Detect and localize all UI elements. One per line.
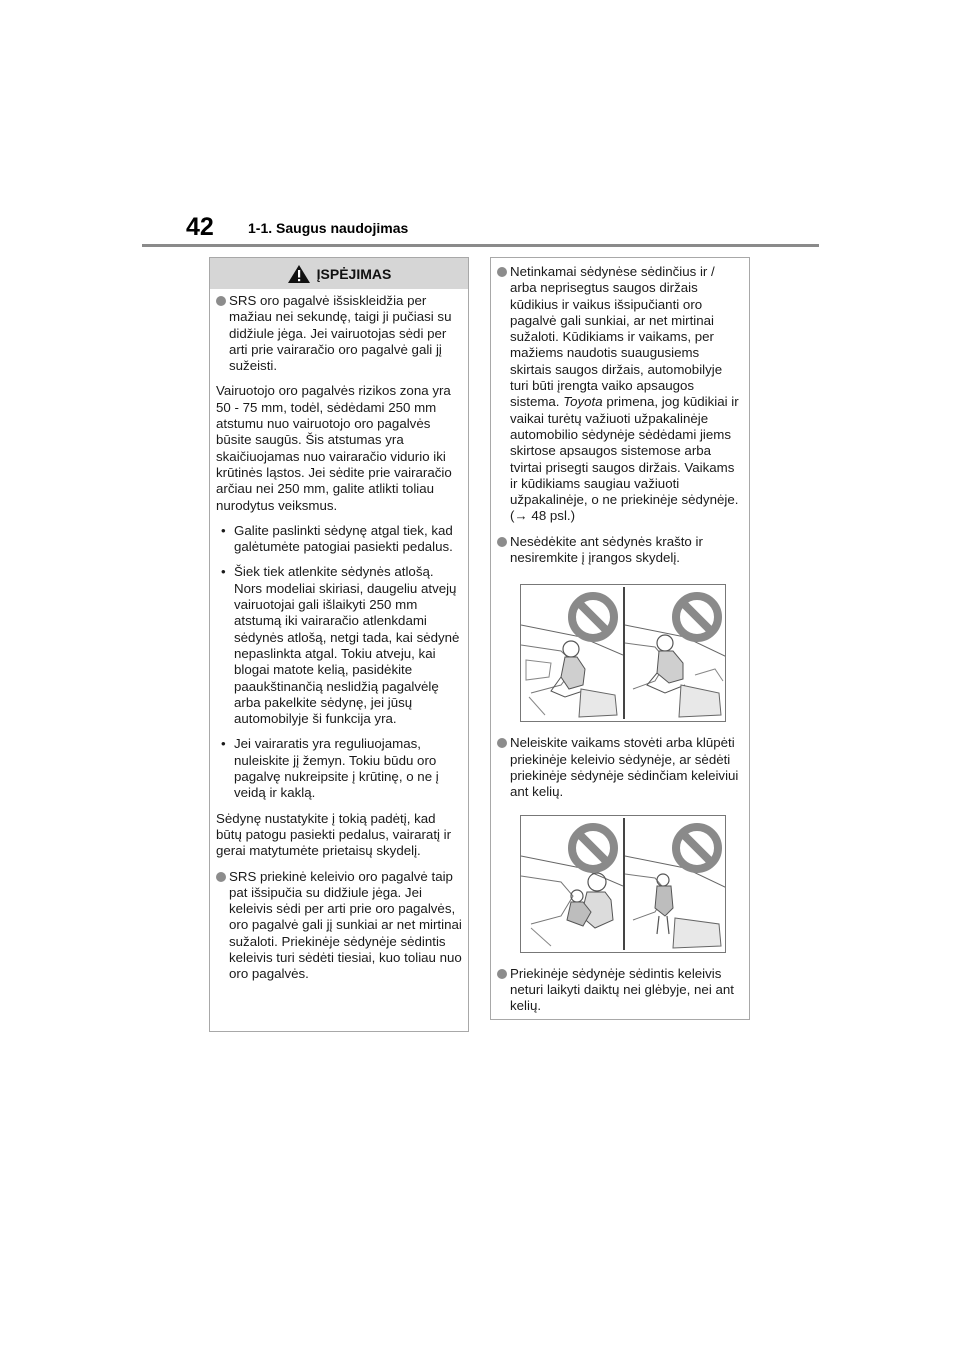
list-item: Nesėdėkite ant sėdynės krašto ir nesiremkite į įrangos skydelį. (497, 534, 744, 567)
warning-triangle-icon (287, 264, 311, 284)
bullet-dot-icon (216, 296, 226, 306)
bullet-dot-icon (497, 267, 507, 277)
illustration-panel (625, 585, 726, 721)
prohibition-icon (567, 591, 619, 643)
paragraph: Sėdynę nustatykite į tokią padėtį, kad būtų patogu pasiekti pedalus, vairaratį ir gerai matytumėte prietaisų skydelį. (216, 810, 452, 859)
warning-header (210, 258, 468, 289)
warning-title: ĮSPĖJIMAS (316, 265, 392, 282)
sub-list-item: • Jei vairaratis yra reguliuojamas, nuleiskite jį žemyn. Tokiu būdu oro pagalvę nukreipsite į krūtinę, o ne į veidą ir kaklą. (221, 736, 439, 801)
illustration-leaning-passenger (520, 584, 726, 722)
illustration-panel (521, 585, 623, 721)
prohibition-icon (671, 591, 723, 643)
brand-name: Toyota (563, 394, 603, 410)
illustration-child-standing (520, 815, 726, 953)
list-item: Neleiskite vaikams stovėti arba klūpėti priekinėje keleivio sėdynėje, ar sėdėti priekinėje sėdynėje sėdinčiam keleiviui ant kelių. (497, 735, 744, 800)
sub-list-item: • Galite paslinkti sėdynę atgal tiek, kad galėtumėte patogiai pasiekti pedalus. (221, 522, 453, 555)
warning-box-right (490, 257, 750, 1020)
list-item: Priekinėje sėdynėje sėdintis keleivis neturi laikyti daiktų nei glėbyje, nei ant kelių. (497, 966, 744, 1015)
paragraph: Vairuotojo oro pagalvės rizikos zona yra 50 - 75 mm, todėl, sėdėdami 250 mm atstumu nuo vairuotojo oro pagalvės būsite saugūs. Šis atstumas yra skaičiuojamas nuo vairaračio vidurio iki krūtinės ląstos. Jei sėdite prie vairaračio arčiau nei 250 mm, galite atlikti toliau nurodytus veiksmus. (216, 383, 452, 513)
list-item: SRS oro pagalvė išsiskleidžia per mažiau nei sekundę, taigi ji pučiasi su didžiule jėga. Jei vairuotojas sėdi per arti prie vairaračio oro pagalvė gali jį sužeisti. (216, 293, 463, 374)
left-content (210, 289, 468, 983)
bullet-dot-icon (497, 738, 507, 748)
header-divider (142, 244, 819, 247)
prohibition-icon (671, 822, 723, 874)
prohibition-icon (567, 822, 619, 874)
illustration-panel (625, 816, 726, 952)
bullet-dot-icon (216, 872, 226, 882)
illustration-panel (521, 816, 623, 952)
list-item: Netinkamai sėdynėse sėdinčius ir / arba neprisegtus saugos diržais kūdikius ir vaikus išsipučianti oro pagalvė gali sunkiai, ar net mirtinai sužaloti. Kūdikiams ir vaikams, per mažiems naudotis suaugusiems skirtais saugos diržais, automobilyje turi būti įrengta vaiko apsaugos sistema. Toyota primena, jog kūdikiai ir vaikai turėtų važiuoti užpakalinėje automobilio sėdynėje sėdėdami jiems skirtose apsaugos sistemose arba tvirtai prisegti saugos diržais. Vaikams ir kūdikiams saugiau važiuoti užpakalinėje, o ne priekinėje sėdynėje. (→ 48 psl.) (497, 264, 744, 525)
section-title: 1-1. Saugus naudojimas (248, 220, 409, 236)
warning-box-left (209, 257, 469, 1032)
page-number: 42 (186, 213, 214, 241)
sub-list-item: • Šiek tiek atlenkite sėdynės atlošą. Nors modeliai skiriasi, daugeliu atvejų vairuotojai gali išlaikyti 250 mm atstumą iki vairaračio atlenkdami sėdynės atlošą, netgi tada, kai sėdynė nepaslinkta atgal. Tokiu atveju, kai blogai matote kelią, pasidėkite paaukštinančią neslidžią pagalvėlę arba pakelkite sėdynę, jei jūsų automobilyje ši funkcija yra. (221, 564, 460, 727)
bullet-dot-icon (497, 969, 507, 979)
right-content (491, 258, 749, 1014)
bullet-dot-icon (497, 537, 507, 547)
list-item: SRS priekinė keleivio oro pagalvė taip pat išsipučia su didžiule jėga. Jei keleivis sėdi per arti prie oro pagalvės, oro pagalvė gali jį sunkiai ar net mirtinai sužaloti. Priekinėje sėdynėje sėdintis keleivis turi sėdėti tiesiai, kuo toliau nuo oro pagalvės. (216, 869, 463, 983)
